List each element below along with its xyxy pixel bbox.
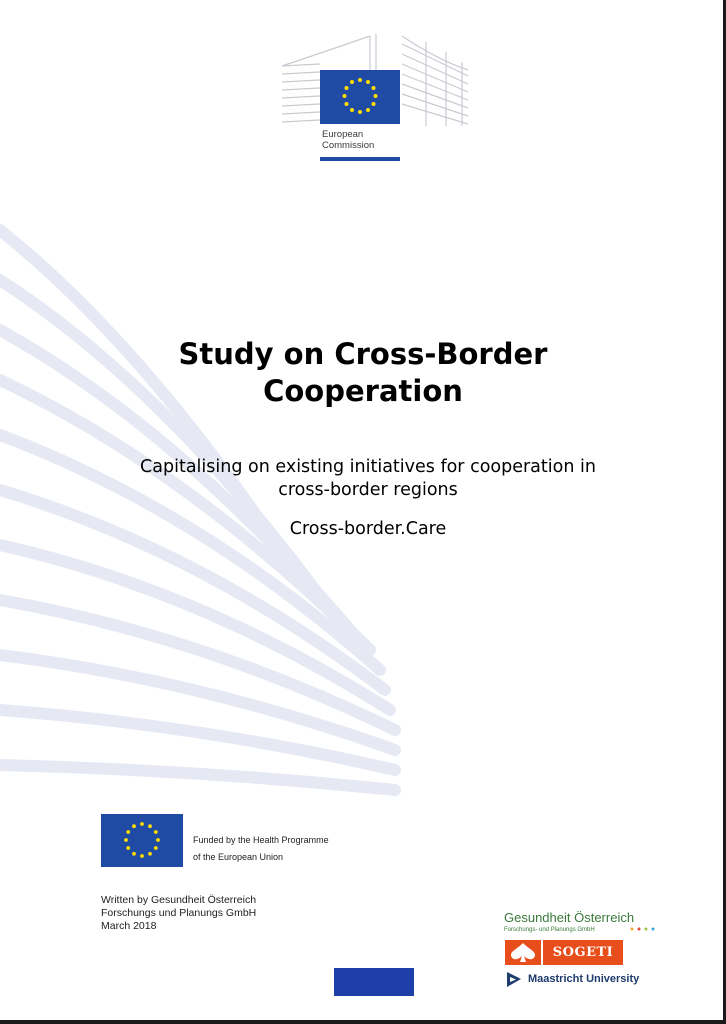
goe-logo-name: Gesundheit Österreich <box>504 910 635 925</box>
funding-line1: Funded by the Health Programme <box>193 835 329 845</box>
ec-caption-line2: Commission <box>322 140 375 151</box>
subtitle-line2: cross-border regions <box>278 480 458 500</box>
goe-logo-subtitle: Forschungs- und Planungs GmbH <box>504 927 595 933</box>
ec-caption-line1: European <box>322 129 364 140</box>
authorship-line2: Forschungs und Planungs GmbH <box>101 907 257 919</box>
maastricht-logo-icon <box>506 971 522 988</box>
eu-flag-icon <box>101 814 183 867</box>
ec-bottom-bar <box>334 968 414 996</box>
document-subtitle <box>0 456 726 502</box>
page-edge-bottom <box>0 1020 726 1024</box>
sogeti-wordmark: SOGETI <box>543 940 623 965</box>
sogeti-spade-icon <box>505 940 541 965</box>
funding-statement <box>193 832 329 866</box>
authorship-line1: Written by Gesundheit Österreich <box>101 894 257 906</box>
sogeti-logo <box>505 940 623 965</box>
goe-logo-dots-icon <box>629 925 655 933</box>
ec-logo-underline <box>320 157 400 161</box>
maastricht-wordmark: Maastricht University <box>528 973 640 985</box>
maastricht-logo <box>506 971 646 989</box>
title-line1: Study on Cross-Border <box>178 337 548 371</box>
publication-date: March 2018 <box>101 920 157 932</box>
ec-logo-caption <box>322 129 374 151</box>
title-line2: Cooperation <box>263 374 463 408</box>
document-title <box>0 336 726 410</box>
project-name: Cross-border.Care <box>289 519 447 539</box>
authorship-block <box>101 894 256 933</box>
funding-line2: of the European Union <box>193 852 284 862</box>
subtitle-line1: Capitalising on existing initiatives for cooperation in <box>140 457 596 477</box>
